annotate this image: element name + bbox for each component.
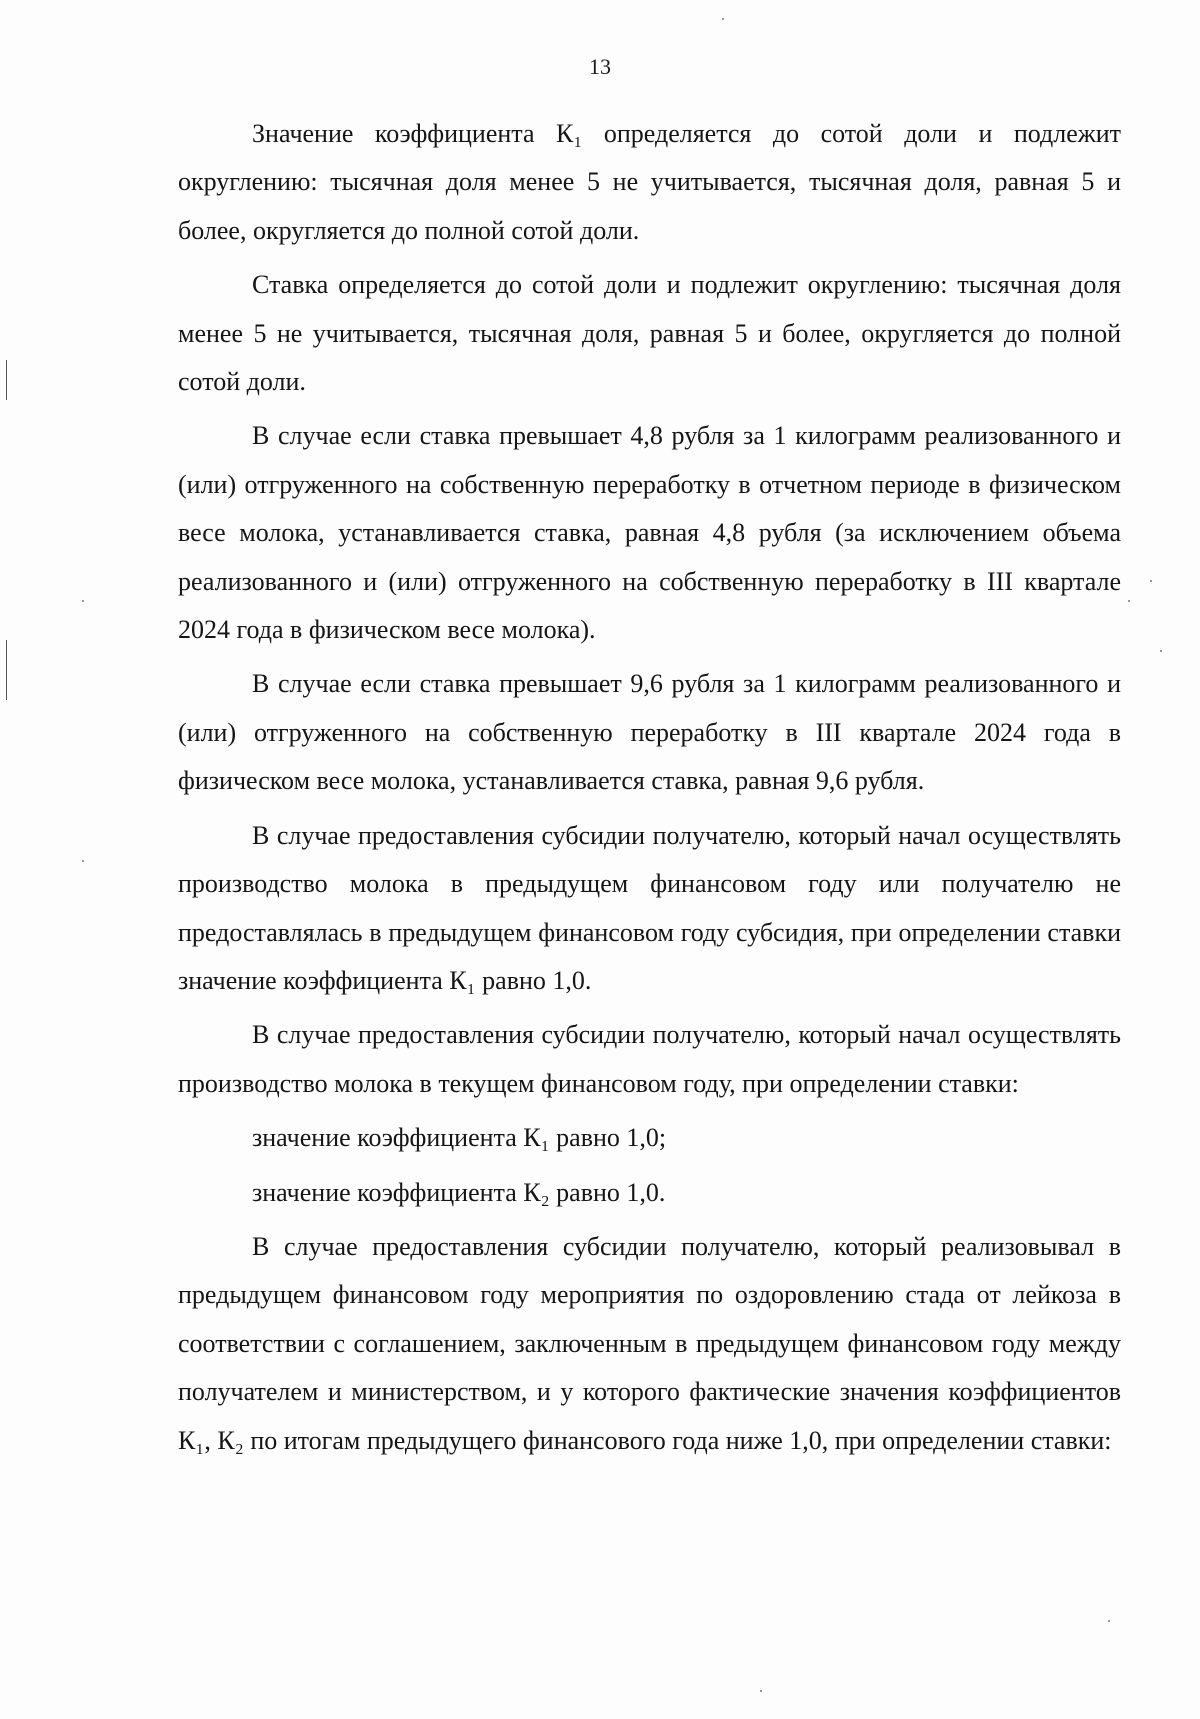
paragraph-rate-limit-9-6: В случае если ставка превышает 9,6 рубля за 1 килограмм реализованного и (или) отгруженного на собственную переработку в III квартале 2024 года в физическом весе молока, устанавливается ставка, равная 9,6 рубля.	[178, 669, 1121, 796]
scan-speck	[760, 1690, 762, 1692]
paragraph-k1-value: значение коэффициента К₁ равно 1,0;	[252, 1123, 667, 1153]
paragraph-k2-value: значение коэффициента К₂ равно 1,0.	[252, 1177, 666, 1207]
paragraph-rate-rounding: Ставка определяется до сотой доли и подлежит округлению: тысячная доля менее 5 не учитывается, тысячная доля, равная 5 и более, округляется до полной сотой доли.	[178, 270, 1121, 397]
paragraph-previous-year-start: В случае предоставления субсидии получателю, который начал осуществлять производство молока в предыдущем финансовом году или получателю не предоставлялась в предыдущем финансовом году субсидия, при определении ставки значение коэффициента К₁ равно 1,0.	[178, 820, 1121, 995]
page-number: 13	[589, 54, 611, 79]
paragraph-leukosis-program: В случае предоставления субсидии получателю, который реализовывал в предыдущем финансовом году мероприятия по оздоровлению стада от лейкоза в соответствии с соглашением, заключенным в предыдущем финансовом году между получателем и министерством, и у которого фактические значения коэффициентов К₁, К₂ по итогам предыдущего финансового года ниже 1,0, при определении ставки:	[178, 1231, 1121, 1455]
scan-speck	[1150, 580, 1152, 582]
scan-speck	[1108, 1620, 1110, 1622]
scan-speck	[722, 18, 724, 20]
scan-edge-mark	[6, 640, 7, 700]
paragraph-current-year-start: В случае предоставления субсидии получателю, который начал осуществлять производство молока в текущем финансовом году, при определении ставки:	[178, 1020, 1121, 1098]
paragraph-k1-rounding: Значение коэффициента К₁ определяется до сотой доли и подлежит округлению: тысячная доля менее 5 не учитывается, тысячная доля, равная 5 и более, округляется до полной сотой доли.	[178, 119, 1121, 245]
document-body	[178, 110, 1121, 1471]
scan-speck	[82, 860, 84, 862]
scan-speck	[1160, 650, 1162, 652]
scan-edge-mark	[6, 360, 7, 400]
scan-speck	[1128, 600, 1130, 602]
paragraph-rate-limit-4-8: В случае если ставка превышает 4,8 рубля за 1 килограмм реализованного и (или) отгруженного на собственную переработку в отчетном периоде в физическом весе молока, устанавливается ставка, равная 4,8 рубля (за исключением объема реализованного и (или) отгруженного на собственную переработку в III квартале 2024 года в физическом весе молока).	[178, 421, 1121, 645]
scan-speck	[82, 600, 84, 602]
